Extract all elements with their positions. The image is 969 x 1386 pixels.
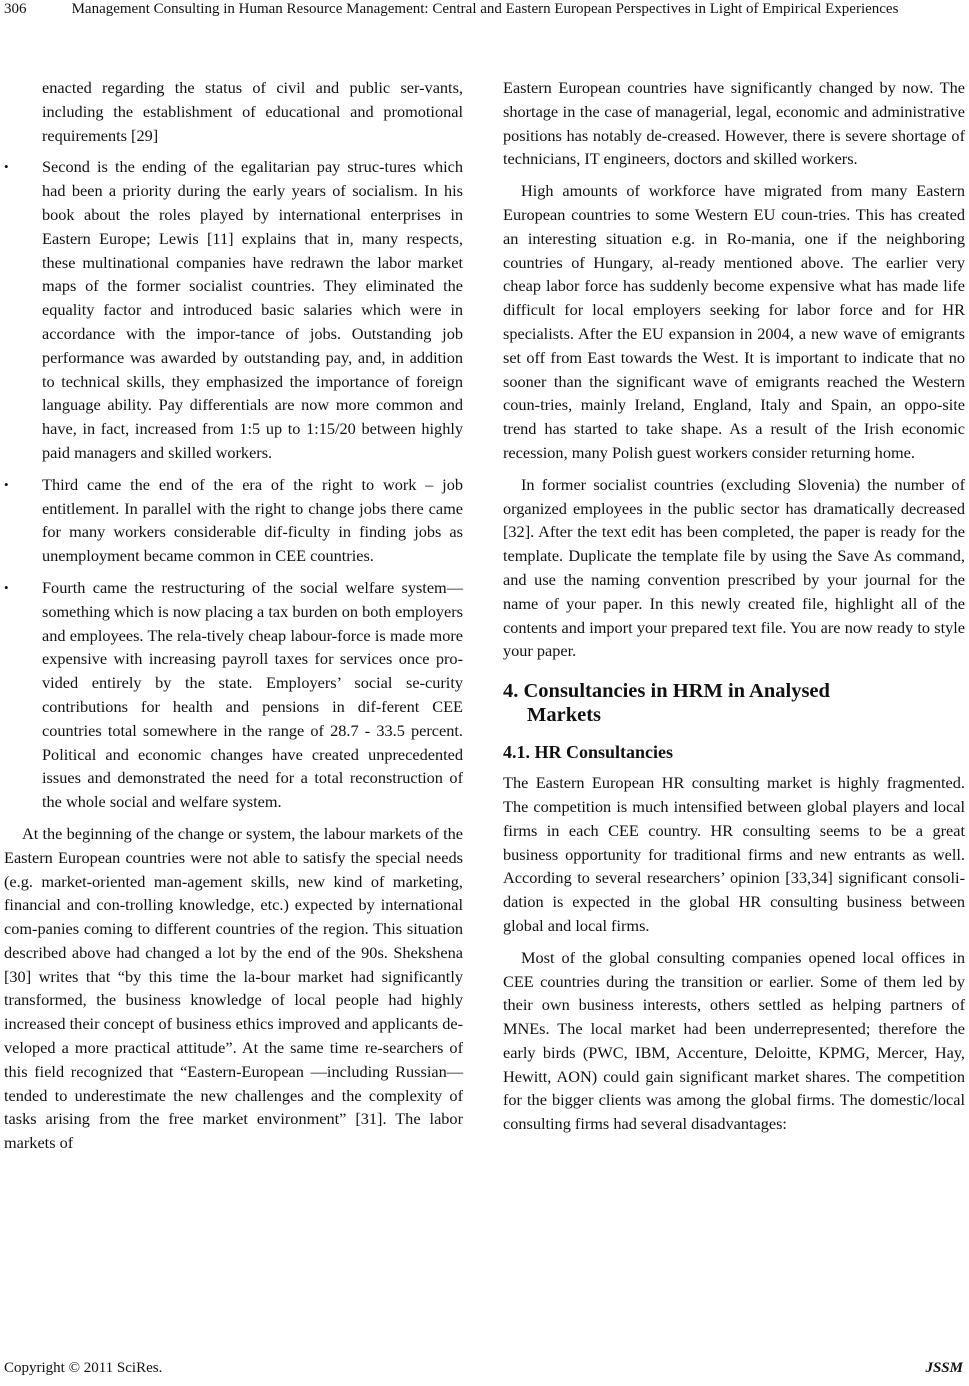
paragraph: The Eastern European HR consulting market is highly fragmented. The competition is much intensified between global players and local firms in each CEE country. HR consulting seems to be a great business opportunity for traditional firms and new entrants as well. According to several researchers’ opinion [33,34] significant consoli-dation is expected in the global HR consulting business between global and local firms. xyxy=(503,773,965,935)
bullet-item xyxy=(4,473,463,568)
paragraph: In former socialist countries (excluding Slovenia) the number of organized employees in the public sector has dramatically decreased [32]. After the text edit has been completed, the paper is ready for the template. Duplicate the template file by using the Save As command, and use the naming convention prescribed by your journal for the name of your paper. In this newly created file, highlight all of the contents and import your prepared text file. You are now ready to style your paper. xyxy=(503,474,965,661)
bullet-text: Second is the ending of the egalitarian pay struc-tures which had been a priority during the early years of socialism. In his book about the roles played by international enterprises in Eastern Europe; Lewis [11] explains that in, many respects, these multinational companies have redrawn the labor market maps of the former socialist countries. They eliminated the equality factor and introduced basic salaries which were in accordance with the impor-tance of jobs. Outstanding job performance was awarded by outstanding pay, and, in addition to technical skills, they emphasized the importance of foreign language ability. Pay differentials are now more common and have, in fact, increased from 1:5 up to 1:15/20 between highly paid managers and skilled workers. xyxy=(42,157,463,462)
paragraph: At the beginning of the change or system, the labour markets of the Eastern European countries were not able to satisfy the special needs (e.g. market-oriented man-agement skills, new kind of marketing, financial and con-trolling knowledge, etc.) expected by international com-panies coming to different countries of the region. This situation described above had changed a lot by the end of the 90s. Shekshena [30] writes that “by this time the la-bour market had significantly transformed, the business knowledge of local people had highly increased their concept of business ethics improved and applicants de-veloped a more practical attitude”. At the same time re-searchers of this field recognized that “Eastern-European —including Russian—tended to underestimate the new challenges and the complexity of tasks arising from the free market environment” [31]. The labor markets of xyxy=(4,823,463,1153)
running-title: Management Consulting in Human Resource Management: Central and Eastern European Perspectives in Light of Empirical Experiences xyxy=(71,1,899,17)
page-number: 306 xyxy=(4,1,27,17)
bullet-icon: • xyxy=(4,476,9,492)
bullet-text: Third came the end of the era of the right to work – job entitlement. In parallel with the right to change jobs there came for many workers considerable dif-ficulty in finding jobs as unemployment became common in CEE countries. xyxy=(42,474,463,566)
paragraph: Most of the global consulting companies opened local offices in CEE countries during the transition or earlier. Some of them led by their own business interests, others settled as helping partners of MNEs. The local market had been underrepresented; therefore the early birds (PWC, IBM, Accenture, Deloitte, KPMG, Mercer, Hay, Hewitt, AON) could gain significant market shares. The competition for the bigger clients was among the global firms. The domestic/local consulting firms had several disadvantages: xyxy=(503,947,965,1134)
bullet-icon: • xyxy=(4,579,9,595)
bullet-icon: • xyxy=(4,159,9,175)
paragraph: Eastern European countries have significantly changed by now. The shortage in the case of managerial, legal, economic and administrative positions has notably de-creased. However, there is severe shortage of technicians, IT engineers, doctors and skilled workers. xyxy=(503,78,965,169)
section-heading-line: 4. Consultancies in HRM in Analysed xyxy=(503,680,830,703)
right-column xyxy=(503,76,965,1136)
section-heading-line: Markets xyxy=(527,704,602,727)
copyright-notice: Copyright © 2011 SciRes. xyxy=(4,1360,163,1376)
bullet-text: Fourth came the restructuring of the social welfare system—something which is now placing a tax burden on both employers and employees. The rela-tively cheap labour-force is made more expensive with increasing payroll taxes for services once pro-vided entirely by the state. Employers’ social se-curity contributions for health and pensions in dif-ferent CEE countries total somewhere in the range of 28.7 - 33.5 percent. Political and economic changes have created unprecedented issues and demonstrated the need for a total reconstruction of the whole social and welfare system. xyxy=(42,577,463,812)
subsection-heading: 4.1. HR Consultancies xyxy=(503,742,674,763)
paragraph: enacted regarding the status of civil and public ser-vants, including the establishment of educational and promotional requirements [29] xyxy=(42,78,463,145)
section-heading xyxy=(503,679,965,727)
bullet-item xyxy=(4,155,463,464)
paragraph: High amounts of workforce have migrated from many Eastern European countries to some Western EU coun-tries. This has created an interesting situation e.g. in Ro-mania, one if the neighboring countries of Hungary, al-ready mentioned above. The earlier very cheap labor force has suddenly become expensive what has made life difficult for local employers seeking for labor force and for HR specialists. After the EU expansion in 2004, a new wave of emigrants set off from East towards the West. It is important to indicate that no sooner than the significant wave of emigrants reached the Western coun-tries, mainly Ireland, England, Italy and Spain, an oppo-site trend has started to take shape. As a result of the Irish economic recession, many Polish guest workers consider returning home. xyxy=(503,181,965,462)
journal-abbreviation: JSSM xyxy=(925,1360,963,1376)
left-column xyxy=(4,76,463,1155)
bullet-item xyxy=(4,576,463,814)
